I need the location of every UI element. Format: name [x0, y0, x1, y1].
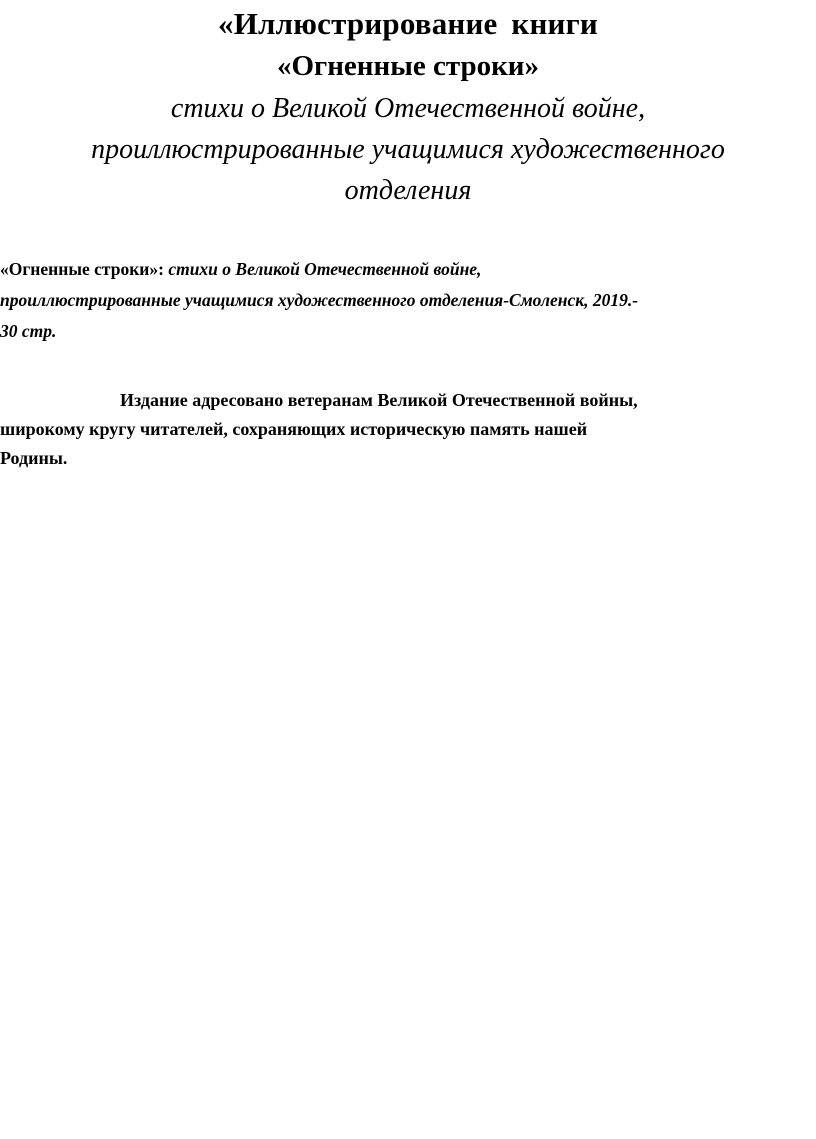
- citation-line-3: 30 стр.: [0, 321, 57, 341]
- citation-line-2: проиллюстрированные учащимися художественного отделения-Смоленск, 2019.-: [0, 290, 639, 310]
- citation-book-title: «Огненные строки»:: [0, 259, 164, 279]
- title-block: [0, 4, 816, 211]
- citation-line-1: [0, 254, 816, 285]
- annotation-paragraph: [0, 386, 816, 473]
- bibliographic-citation: [0, 254, 816, 347]
- page-title-line-2: «Огненные строки»: [276, 50, 539, 82]
- annotation-line-1: Издание адресовано ветеранам Великой Отечественной войны,: [120, 390, 638, 410]
- citation-description: стихи о Великой Отечественной войне,: [163, 259, 482, 279]
- page-title-line-1: «Иллюстрирование книги: [218, 6, 598, 41]
- subtitle-line-2: проиллюстрированные учащимися художественного: [91, 134, 725, 165]
- annotation-line-3: Родины.: [0, 448, 68, 468]
- annotation-line-2: широкому кругу читателей, сохраняющих историческую память нашей: [0, 419, 588, 439]
- subtitle-line-1: стихи о Великой Отечественной войне,: [170, 93, 646, 124]
- subtitle-line-3: отделения: [344, 175, 472, 206]
